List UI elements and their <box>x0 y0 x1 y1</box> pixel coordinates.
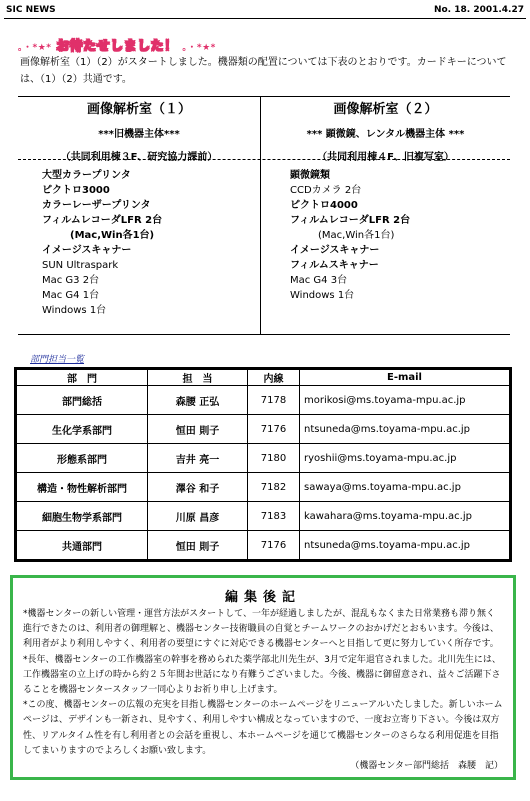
table-row <box>16 502 511 531</box>
stars-decoration-right: 。・*★* <box>182 43 216 53</box>
room-1-title: 画像解析室（１） <box>86 102 191 117</box>
equipment-item: 大型カラープリンタ <box>42 170 131 181</box>
room-2-column <box>261 96 510 163</box>
equipment-item: フィルムレコーダLFR 2台 <box>290 215 411 226</box>
department-contact-table <box>14 367 512 562</box>
editors-note-paragraph: *長年、機器センターの工作機器室の幹事を務められた薬学部北川先生が、3月で定年退官されました。北川先生には、工作機器室の立上げの時から約２５年間お世話になり有難うございました。今後、機器に御留意され、益々ご活躍下さることを機器センタースタッフ一同心よりお祈り申し上げます。 <box>23 654 501 696</box>
room-2-title: 画像解析室（２） <box>333 102 438 117</box>
table-row <box>16 473 511 502</box>
banner-title: お待たせしました！ <box>56 39 178 54</box>
person-cell: 川原 昌彦 <box>148 502 248 531</box>
extension-cell: 7176 <box>248 531 300 561</box>
header-department: 部 門 <box>16 369 148 386</box>
table-header-row <box>16 369 511 386</box>
room-2-equipment-list <box>290 168 410 303</box>
extension-cell: 7183 <box>248 502 300 531</box>
equipment-item: カラーレーザープリンタ <box>42 200 151 211</box>
equipment-item: ピクトロ4000 <box>290 200 358 211</box>
announcement-banner <box>18 35 216 54</box>
equipment-item: 顕微鏡類 <box>290 170 330 181</box>
room-1-subtitle: ***旧機器主体*** <box>98 129 180 140</box>
equipment-item: (Mac,Win各1台) <box>70 230 155 241</box>
email-cell: ntsuneda@ms.toyama-mpu.ac.jp <box>300 415 511 444</box>
table-row <box>16 415 511 444</box>
extension-cell: 7182 <box>248 473 300 502</box>
department-cell: 形態系部門 <box>16 444 148 473</box>
editors-note-paragraph: *機器センターの新しい管理・運営方法がスタートして、一年が経過しましたが、混乱もなくまた日常業務も滞り無く進行できたのは、利用者の御理解と、機器センター技術職員の自覚とチームワークのおかげだとおもいます。今後は、利用者がより利用しやすく、利用者の要望にすぐに対応できる機器センターへと目指して更に努力していく所存です。 <box>23 609 499 650</box>
intro-paragraph: 画像解析室（1）（2）がスタートしました。機器類の配置については下表のとおりです。カードキーについては、（1）（2）共通です。 <box>20 57 507 85</box>
equipment-item: Windows 1台 <box>42 305 107 316</box>
department-cell: 部門総括 <box>16 386 148 415</box>
email-cell: ntsuneda@ms.toyama-mpu.ac.jp <box>300 531 511 561</box>
person-cell: 森腰 正弘 <box>148 386 248 415</box>
header-divider <box>4 18 526 19</box>
editors-note-box <box>10 575 516 780</box>
equipment-item: Mac G4 1台 <box>42 290 100 301</box>
equipment-item: Mac G3 2台 <box>42 275 100 286</box>
equipment-item: CCDカメラ 2台 <box>290 185 362 196</box>
header-email: E-mail <box>300 369 511 386</box>
table-row <box>16 386 511 415</box>
equipment-item: (Mac,Win各1台) <box>318 230 395 241</box>
extension-cell: 7176 <box>248 415 300 444</box>
equipment-item: フィルムスキャナー <box>290 260 379 271</box>
department-cell: 細胞生物学系部門 <box>16 502 148 531</box>
extension-cell: 7180 <box>248 444 300 473</box>
department-cell: 生化学系部門 <box>16 415 148 444</box>
equipment-item: Windows 1台 <box>290 290 355 301</box>
equipment-item: SUN Ultraspark <box>42 260 119 271</box>
equipment-item: ピクトロ3000 <box>42 185 110 196</box>
room-1-equipment-list <box>42 168 162 318</box>
person-cell: 吉井 亮一 <box>148 444 248 473</box>
department-cell: 共通部門 <box>16 531 148 561</box>
table-row <box>16 444 511 473</box>
room-2-subtitle: *** 顕微鏡、レンタル機器主体 *** <box>306 129 465 140</box>
department-list-caption: 部門担当一覧 <box>30 355 85 365</box>
equipment-item: Mac G4 3台 <box>290 275 348 286</box>
person-cell: 澤谷 和子 <box>148 473 248 502</box>
equipment-item: フィルムレコーダLFR 2台 <box>42 215 163 226</box>
person-cell: 恒田 則子 <box>148 415 248 444</box>
editors-note-paragraph: *この度、機器センターの広報の充実を目指し機器センターのホームページをリニューアルいたしました。新しいホームページは、デザインも一新され、見やすく、利用しやすい構成となっていますので、一度お立寄り下さい。今後は双方性、リアルタイム性を有し利用者との会話を重視し、本ホームページを通じて機器センターのさらなる利用促進を目指してまいりますのでよろしくお願い致します。 <box>23 700 503 756</box>
department-cell: 構造・物性解析部門 <box>16 473 148 502</box>
editors-note-title: 編集後記 <box>224 590 301 605</box>
room-1-location: （共同利用棟３F、研究協力課前） <box>60 152 218 163</box>
newsletter-name: SIC NEWS <box>6 5 56 15</box>
room-1-column <box>18 96 260 163</box>
editors-note-body <box>23 607 503 774</box>
table-row <box>16 531 511 561</box>
editors-note-signature: （機器センター部門総括 森腰 記） <box>350 761 503 772</box>
stars-decoration-left: 。・*★* <box>18 43 52 53</box>
equipment-item: イメージスキャナー <box>42 245 132 256</box>
header-extension: 内線 <box>248 369 300 386</box>
header-person: 担 当 <box>148 369 248 386</box>
table-bottom-border <box>18 334 510 335</box>
email-cell: kawahara@ms.toyama-mpu.ac.jp <box>300 502 511 531</box>
issue-number-date: No. 18. 2001.4.27 <box>433 5 524 15</box>
person-cell: 恒田 則子 <box>148 531 248 561</box>
extension-cell: 7178 <box>248 386 300 415</box>
email-cell: ryoshii@ms.toyama-mpu.ac.jp <box>300 444 511 473</box>
email-cell: morikosi@ms.toyama-mpu.ac.jp <box>300 386 511 415</box>
room-2-location: （共同利用棟４F、旧複写室） <box>317 152 454 163</box>
image-analysis-rooms-table <box>18 96 510 335</box>
equipment-item: イメージスキャナー <box>290 245 380 256</box>
email-cell: sawaya@ms.toyama-mpu.ac.jp <box>300 473 511 502</box>
